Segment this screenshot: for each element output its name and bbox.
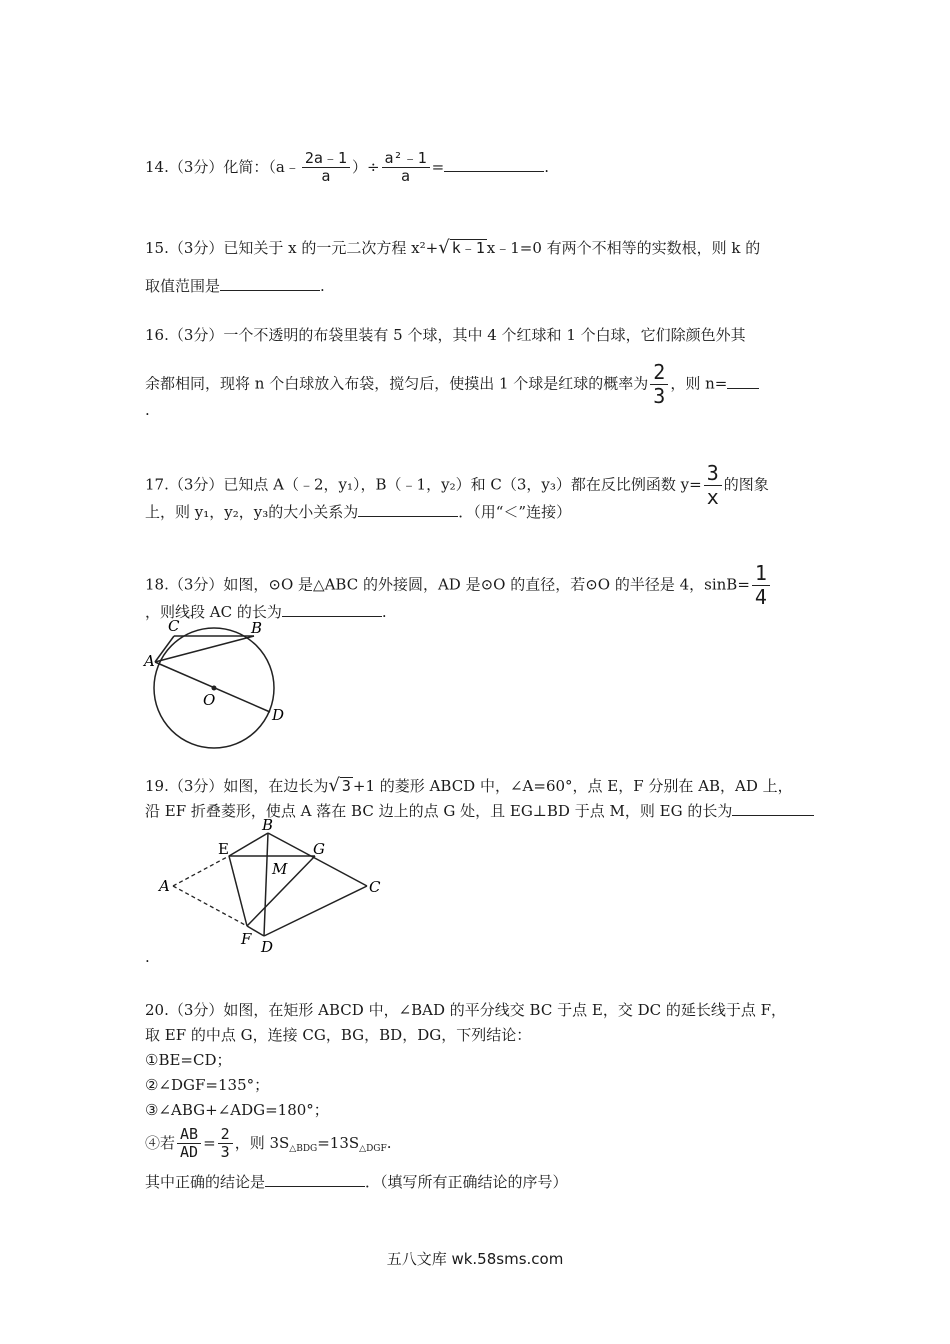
q14-fraction-1: $\frac{2a﹣1}{a}$ [302, 150, 350, 186]
question-16-line-1: 16.（3分）一个不透明的布袋里装有 5 个球，其中 4 个红球和 1 个白球，它们除颜色外其 [145, 326, 746, 344]
question-20-last-line: 其中正确的结论是 ．（填写所有正确结论的序号） [145, 1170, 568, 1194]
label-b: B [262, 818, 274, 834]
answer-blank-17[interactable] [358, 500, 458, 517]
question-19-line-2: 沿 EF 折叠菱形，使点 A 落在 BC 边上的点 G 处，且 EG⊥BD 于点 M，则 EG 的长为 [145, 799, 814, 823]
question-19-line-3: . [145, 948, 150, 966]
segment-ef [229, 856, 247, 926]
chord-ab [155, 636, 254, 662]
label-d: D [261, 938, 274, 956]
label-c: C [369, 878, 381, 896]
question-17-line-1: 17.（3分）已知点 A（﹣2，y₁），B（﹣1，y₂）和 C（3，y₃）都在反比例函数 y= $\frac{3}{x}$ 的图象 [145, 461, 769, 509]
question-19-line-1: 19.（3分）如图，在边长为√ 3 +1 的菱形 ABCD 中，∠A=60°，点 E，F 分别在 AB，AD 上， [145, 775, 793, 796]
ratio-ab-ad: $\frac{AB}{AD}$ [177, 1126, 201, 1162]
label-a: A [144, 652, 155, 670]
question-18-line-2: ，则线段 AC 的长为 . [145, 600, 387, 624]
question-15-line-2: 取值范围是 . [145, 274, 325, 298]
question-14: 14.（3分）化简：（a﹣ $\frac{2a﹣1}{a}$ ）÷ $\frac{\text{a²﹣1}}{a}$ = . [145, 149, 549, 186]
fold-line-ae [173, 856, 229, 886]
question-15-line-1: 15.（3分）已知关于 x 的一元二次方程 x²+√ k﹣1 x﹣1=0 有两个不相等的实数根，则 k 的 [145, 237, 761, 258]
question-16-line-2: 余都相同，现将 n 个白球放入布袋，搅匀后，使摸出 1 个球是红球的概率为 $\frac{2}{3}$ ，则 n= [145, 361, 759, 408]
question-16-line-3: . [145, 401, 150, 419]
q18-circle-figure [140, 618, 300, 753]
question-17-line-2: 上，则 y₁，y₂，y₃的大小关系为 ．（用“＜”连接） [145, 500, 571, 524]
diagonal-bd [264, 833, 268, 936]
fold-line-af [173, 886, 247, 926]
conclusion-3: ③∠ABG+∠ADG=180°； [145, 1101, 329, 1119]
answer-blank-20[interactable] [265, 1170, 365, 1187]
conclusion-1: ①BE=CD； [145, 1051, 232, 1069]
question-18-line-1: 18.（3分）如图，⊙O 是△ABC 的外接圆，AD 是⊙O 的直径，若⊙O 的半径是 4，sinB= $\frac{1}{4}$ [145, 562, 772, 609]
label-g: G [313, 840, 325, 858]
question-20-line-2: 取 EF 的中点 G，连接 CG，BG，BD，DG，下列结论： [145, 1026, 532, 1044]
sqrt-sign: √ [328, 775, 340, 796]
label-d: D [272, 706, 285, 724]
answer-blank-14[interactable] [444, 155, 544, 172]
label-f: F [241, 930, 252, 948]
q16-fraction: $\frac{2}{3}$ [650, 361, 668, 408]
label-o: O [203, 691, 216, 709]
question-20-line-1: 20.（3分）如图，在矩形 ABCD 中，∠BAD 的平分线交 BC 于点 E，交 DC 的延长线于点 F， [145, 1001, 787, 1019]
conclusion-2: ②∠DGF=135°； [145, 1076, 270, 1094]
q17-fraction: $\frac{3}{x}$ [704, 462, 722, 509]
side-eb [229, 833, 268, 856]
sqrt-sign: √ [438, 237, 450, 258]
answer-blank-19[interactable] [732, 799, 814, 816]
footer-watermark: 五八文库 wk.58sms.com [386, 1250, 564, 1268]
ratio-2-3: $\frac{2}{3}$ [218, 1126, 233, 1162]
answer-blank-18[interactable] [282, 600, 382, 617]
label-a: A [159, 877, 170, 895]
q18-fraction: $\frac{1}{4}$ [752, 562, 770, 609]
q14-fraction-2: $\frac{\text{a²﹣1}}{a}$ [382, 150, 430, 186]
q19-rhombus-figure [155, 818, 395, 958]
answer-blank-16[interactable] [727, 372, 759, 389]
label-b: B [251, 619, 263, 637]
answer-blank-15[interactable] [220, 274, 320, 291]
label-c: C [168, 618, 180, 635]
label-e: E [218, 840, 229, 858]
label-m: M [272, 860, 288, 878]
conclusion-4: ④若 $\frac{AB}{AD}$ = $\frac{2}{3}$ ，则 $3S_{\triangle BDG}=13S_{\triangle DGF}$. [145, 1125, 392, 1162]
center-point [212, 686, 217, 691]
